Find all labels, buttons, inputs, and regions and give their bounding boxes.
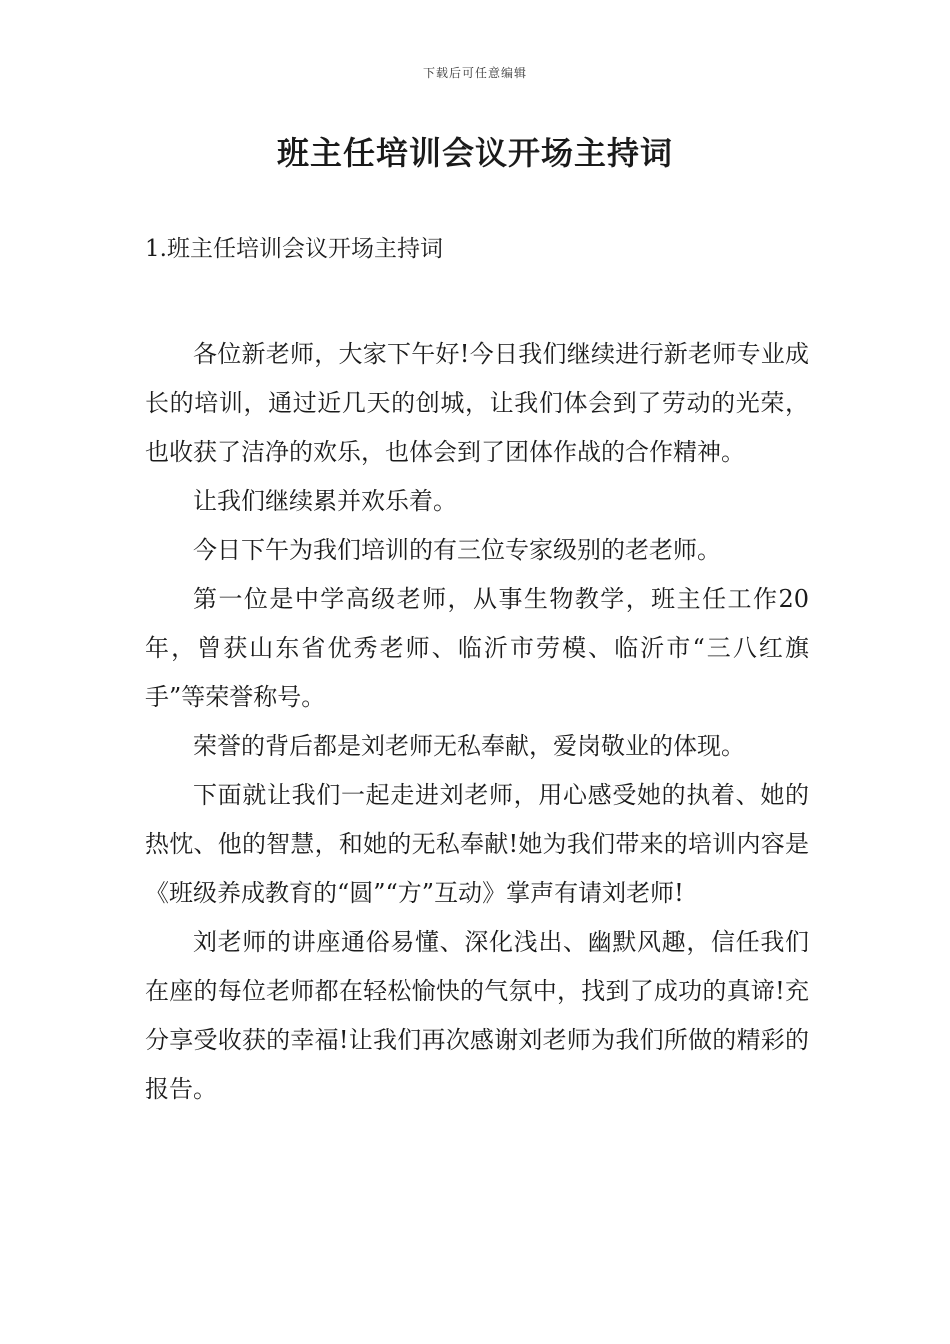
paragraph-2: 让我们继续累并欢乐着。 (193, 487, 457, 515)
paragraph-5: 荣誉的背后都是刘老师无私奉献，爱岗敬业的体现。 (193, 732, 745, 760)
header-note: 下载后可任意编辑 (422, 66, 527, 80)
document-body (145, 330, 809, 1114)
paragraph-3: 今日下午为我们培训的有三位专家级别的老老师。 (193, 536, 721, 564)
section-heading: 1.班主任培训会议开场主持词 (145, 236, 443, 262)
paragraph-4: 第一位是中学高级老师，从事生物教学，班主任工作20年，曾获山东省优秀老师、临沂市劳模、临沂市“三八红旗手”等荣誉称号。 (145, 585, 809, 711)
paragraph-1: 各位新老师，大家下午好!今日我们继续进行新老师专业成长的培训，通过近几天的创城，让我们体会到了劳动的光荣，也收获了洁净的欢乐，也体会到了团体作战的合作精神。 (145, 340, 809, 466)
paragraph-7: 刘老师的讲座通俗易懂、深化浅出、幽默风趣，信任我们在座的每位老师都在轻松愉快的气氛中，找到了成功的真谛!充分享受收获的幸福!让我们再次感谢刘老师为我们所做的精彩的报告。 (145, 928, 809, 1103)
page-title: 班主任培训会议开场主持词 (276, 134, 673, 172)
paragraph-6: 下面就让我们一起走进刘老师，用心感受她的执着、她的热忱、他的智慧，和她的无私奉献!她为我们带来的培训内容是《班级养成教育的“圆”“方”互动》掌声有请刘老师! (145, 781, 809, 907)
